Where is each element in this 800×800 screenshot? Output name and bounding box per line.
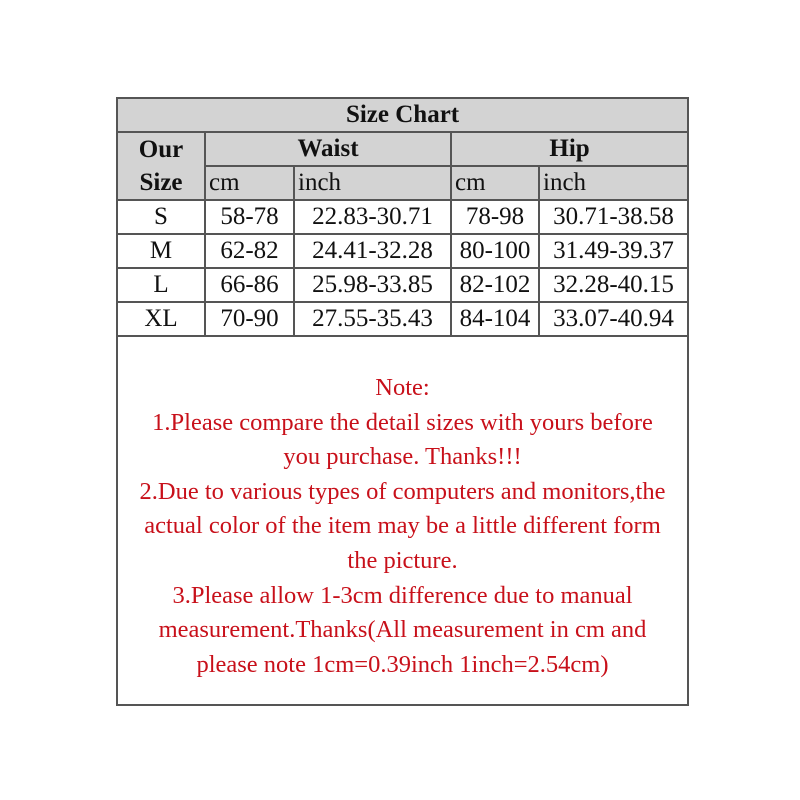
hip-cm-header: cm xyxy=(451,166,539,200)
waist-inch-cell: 22.83-30.71 xyxy=(294,200,451,234)
hip-cm-cell: 78-98 xyxy=(451,200,539,234)
hip-inch-header: inch xyxy=(539,166,687,200)
note-line: 1.Please compare the detail sizes with yours before xyxy=(152,408,653,436)
note-line: you purchase. Thanks!!! xyxy=(283,443,522,471)
waist-cm-cell: 62-82 xyxy=(205,234,294,268)
hip-inch-cell: 33.07-40.94 xyxy=(539,302,687,336)
note-line: 3.Please allow 1-3cm difference due to manual xyxy=(172,581,633,609)
waist-cm-cell: 58-78 xyxy=(205,200,294,234)
our-size-header xyxy=(118,132,205,200)
size-chart-frame xyxy=(116,97,689,706)
waist-cm-cell: 66-86 xyxy=(205,268,294,302)
size-cell: M xyxy=(118,234,205,268)
waist-inch-cell: 27.55-35.43 xyxy=(294,302,451,336)
table-row xyxy=(118,234,687,268)
table-row xyxy=(118,200,687,234)
our-size-line1: Our xyxy=(138,136,184,163)
title-row xyxy=(118,99,687,132)
chart-title: Size Chart xyxy=(118,99,687,132)
table-row xyxy=(118,302,687,336)
hip-cm-cell: 84-104 xyxy=(451,302,539,336)
hip-inch-cell: 32.28-40.15 xyxy=(539,268,687,302)
note-line: the picture. xyxy=(347,546,458,574)
waist-cm-header: cm xyxy=(205,166,294,200)
note-heading: Note: xyxy=(375,374,430,401)
hip-inch-cell: 31.49-39.37 xyxy=(539,234,687,268)
note-line: actual color of the item may be a little different form xyxy=(144,512,661,540)
size-cell: S xyxy=(118,200,205,234)
note-line: measurement.Thanks(All measurement in cm and xyxy=(158,616,647,644)
group-header-row xyxy=(118,132,687,166)
waist-cm-cell: 70-90 xyxy=(205,302,294,336)
note-line: please note 1cm=0.39inch 1inch=2.54cm) xyxy=(196,650,609,678)
table-row xyxy=(118,268,687,302)
waist-header: Waist xyxy=(205,132,451,166)
size-chart-table xyxy=(118,99,687,337)
waist-inch-cell: 25.98-33.85 xyxy=(294,268,451,302)
size-cell: L xyxy=(118,268,205,302)
our-size-line2: Size xyxy=(139,169,183,196)
notes-block xyxy=(118,371,687,682)
hip-header: Hip xyxy=(451,132,687,166)
waist-inch-cell: 24.41-32.28 xyxy=(294,234,451,268)
hip-cm-cell: 82-102 xyxy=(451,268,539,302)
hip-inch-cell: 30.71-38.58 xyxy=(539,200,687,234)
note-line: 2.Due to various types of computers and monitors,the xyxy=(139,477,666,505)
hip-cm-cell: 80-100 xyxy=(451,234,539,268)
size-cell: XL xyxy=(118,302,205,336)
waist-inch-header: inch xyxy=(294,166,451,200)
